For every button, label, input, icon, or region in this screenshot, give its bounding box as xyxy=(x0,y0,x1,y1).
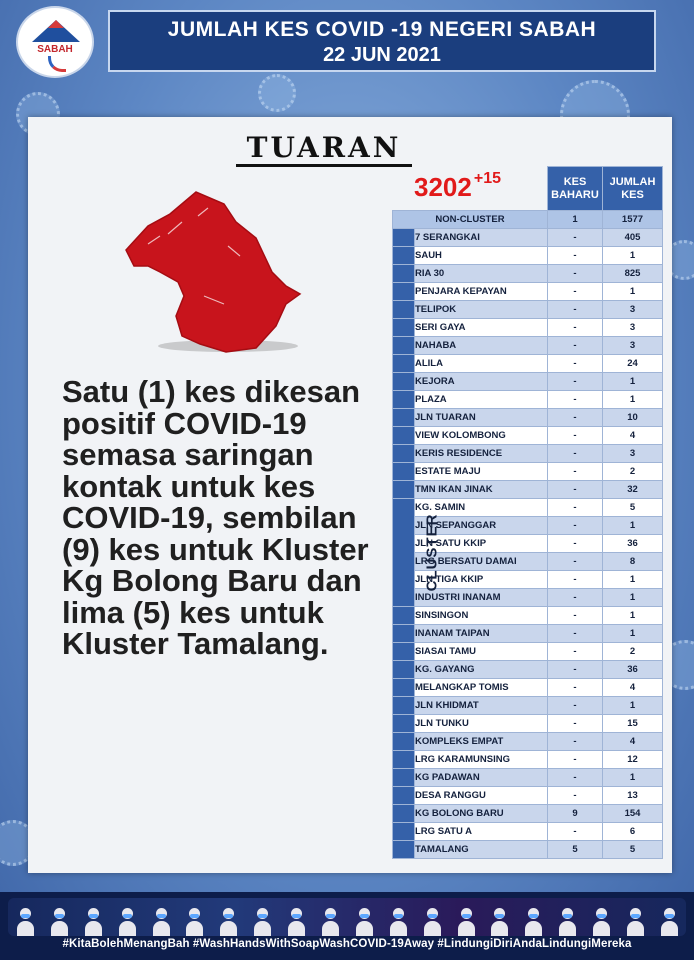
frontliner-icon xyxy=(321,906,339,936)
cluster-new: - xyxy=(548,571,603,589)
cluster-total: 1 xyxy=(603,589,663,607)
cluster-side-bar xyxy=(393,841,415,859)
cluster-new: - xyxy=(548,301,603,319)
cluster-side-bar xyxy=(393,661,415,679)
cluster-name: KG PADAWAN xyxy=(415,769,548,787)
cluster-new: - xyxy=(548,751,603,769)
table-row xyxy=(393,229,663,247)
cluster-total: 1 xyxy=(603,247,663,265)
non-cluster-row xyxy=(393,211,663,229)
table-row xyxy=(393,319,663,337)
cluster-side-bar xyxy=(393,427,415,445)
cluster-new: - xyxy=(548,625,603,643)
cluster-new: - xyxy=(548,589,603,607)
cluster-side-bar xyxy=(393,625,415,643)
cluster-name: VIEW KOLOMBONG xyxy=(415,427,548,445)
table-row xyxy=(393,499,663,517)
cluster-name: TELIPOK xyxy=(415,301,548,319)
cluster-total: 3 xyxy=(603,319,663,337)
cluster-new: - xyxy=(548,715,603,733)
cluster-total: 1 xyxy=(603,769,663,787)
frontliner-icon xyxy=(558,906,576,936)
frontliner-icon xyxy=(490,906,508,936)
table-row xyxy=(393,625,663,643)
cluster-new: - xyxy=(548,733,603,751)
cluster-total: 12 xyxy=(603,751,663,769)
cluster-total: 2 xyxy=(603,463,663,481)
total-cases: 3202 xyxy=(414,172,472,202)
table-row xyxy=(393,409,663,427)
cluster-side-bar xyxy=(393,373,415,391)
frontliner-icon xyxy=(118,906,136,936)
table-row xyxy=(393,697,663,715)
cluster-new: - xyxy=(548,445,603,463)
table-row xyxy=(393,373,663,391)
cluster-side-bar xyxy=(393,607,415,625)
cluster-side-bar xyxy=(393,643,415,661)
table-row xyxy=(393,607,663,625)
table-row xyxy=(393,391,663,409)
table-row xyxy=(393,805,663,823)
cluster-new: - xyxy=(548,823,603,841)
table-row xyxy=(393,661,663,679)
cluster-total: 6 xyxy=(603,823,663,841)
cluster-side-bar xyxy=(393,319,415,337)
cluster-total: 1 xyxy=(603,571,663,589)
cluster-name: LRG KARAMUNSING xyxy=(415,751,548,769)
cluster-total: 3 xyxy=(603,337,663,355)
cluster-side-bar xyxy=(393,265,415,283)
cluster-total: 5 xyxy=(603,841,663,859)
table-header-row xyxy=(393,167,663,211)
cluster-name: JLN KHIDMAT xyxy=(415,697,548,715)
frontliner-icon xyxy=(660,906,678,936)
frontliner-icon xyxy=(16,906,34,936)
table-row xyxy=(393,337,663,355)
cluster-name: PENJARA KEPAYAN xyxy=(415,283,548,301)
table-row xyxy=(393,445,663,463)
cluster-name: INDUSTRI INANAM xyxy=(415,589,548,607)
cluster-name: SINSINGON xyxy=(415,607,548,625)
frontliner-icon xyxy=(423,906,441,936)
cluster-name: ESTATE MAJU xyxy=(415,463,548,481)
page-title: JUMLAH KES COVID -19 NEGERI SABAH xyxy=(167,18,597,41)
cluster-name: ALILA xyxy=(415,355,548,373)
cluster-new: - xyxy=(548,769,603,787)
cluster-name: KG. SAMIN xyxy=(415,499,548,517)
cluster-side-bar xyxy=(393,715,415,733)
header-spacer xyxy=(415,167,548,211)
cluster-name: MELANGKAP TOMIS xyxy=(415,679,548,697)
cluster-total: 8 xyxy=(603,553,663,571)
cluster-name: RIA 30 xyxy=(415,265,548,283)
report-date: 22 JUN 2021 xyxy=(323,44,441,66)
frontliner-icon xyxy=(626,906,644,936)
cluster-name: KOMPLEKS EMPAT xyxy=(415,733,548,751)
cluster-side-bar xyxy=(393,481,415,499)
cluster-name: KG BOLONG BARU xyxy=(415,805,548,823)
cluster-label: CLUSTER xyxy=(423,513,441,592)
cluster-new: 9 xyxy=(548,805,603,823)
cluster-new: - xyxy=(548,607,603,625)
cluster-side-bar xyxy=(393,445,415,463)
cluster-side-bar xyxy=(393,463,415,481)
cluster-name: JLN TUNKU xyxy=(415,715,548,733)
cluster-name: NAHABA xyxy=(415,337,548,355)
cluster-name: 7 SERANGKAI xyxy=(415,229,548,247)
frontliner-icon xyxy=(185,906,203,936)
table-row xyxy=(393,769,663,787)
swoosh-icon xyxy=(48,56,66,72)
table-row xyxy=(393,247,663,265)
frontliner-icon xyxy=(592,906,610,936)
table-row xyxy=(393,679,663,697)
district-title: TUARAN xyxy=(236,131,412,167)
cluster-side-bar xyxy=(393,247,415,265)
tuaran-map-icon xyxy=(108,186,308,356)
cluster-new: - xyxy=(548,499,603,517)
cluster-name: LRG SATU A xyxy=(415,823,548,841)
cluster-total: 15 xyxy=(603,715,663,733)
cluster-total: 24 xyxy=(603,355,663,373)
cluster-side-bar xyxy=(393,679,415,697)
frontliner-banner xyxy=(8,898,686,936)
cluster-total: 1 xyxy=(603,625,663,643)
frontliner-icon xyxy=(355,906,373,936)
cluster-new: - xyxy=(548,463,603,481)
cluster-name: PLAZA xyxy=(415,391,548,409)
cluster-new: - xyxy=(548,409,603,427)
table-row xyxy=(393,265,663,283)
cluster-new: - xyxy=(548,517,603,535)
cluster-total: 4 xyxy=(603,427,663,445)
frontliner-icon xyxy=(457,906,475,936)
frontliner-icon xyxy=(219,906,237,936)
cluster-side-bar xyxy=(393,355,415,373)
cluster-total: 1 xyxy=(603,373,663,391)
cluster-total: 4 xyxy=(603,679,663,697)
frontliner-icon xyxy=(389,906,407,936)
cluster-name: JLN TIGA KKIP xyxy=(415,571,548,589)
cluster-side-bar xyxy=(393,697,415,715)
cluster-new: - xyxy=(548,247,603,265)
cluster-side-bar xyxy=(393,769,415,787)
sabah-logo xyxy=(16,6,94,78)
cluster-new: - xyxy=(548,787,603,805)
cluster-new: - xyxy=(548,697,603,715)
non-cluster-label: NON-CLUSTER xyxy=(393,211,548,229)
frontliner-icon xyxy=(84,906,102,936)
cluster-new: - xyxy=(548,535,603,553)
cluster-new: - xyxy=(548,679,603,697)
cluster-table xyxy=(392,166,663,859)
col-header-total: JUMLAH KES xyxy=(603,167,663,211)
cluster-name: DESA RANGGU xyxy=(415,787,548,805)
cluster-side-bar xyxy=(393,805,415,823)
cluster-name: SAUH xyxy=(415,247,548,265)
table-row xyxy=(393,787,663,805)
cluster-total: 2 xyxy=(603,643,663,661)
cluster-name: KERIS RESIDENCE xyxy=(415,445,548,463)
cluster-new: - xyxy=(548,337,603,355)
table-row xyxy=(393,841,663,859)
col-header-new: KES BAHARU xyxy=(548,167,603,211)
cluster-new: - xyxy=(548,265,603,283)
table-row xyxy=(393,481,663,499)
non-cluster-new: 1 xyxy=(548,211,603,229)
cluster-total: 10 xyxy=(603,409,663,427)
cluster-side-bar xyxy=(393,229,415,247)
new-cases: +15 xyxy=(473,170,501,187)
frontliner-icon xyxy=(152,906,170,936)
cluster-total: 825 xyxy=(603,265,663,283)
cluster-total: 13 xyxy=(603,787,663,805)
cluster-total: 1 xyxy=(603,283,663,301)
cluster-total: 4 xyxy=(603,733,663,751)
cluster-total: 154 xyxy=(603,805,663,823)
cluster-name: TMN IKAN JINAK xyxy=(415,481,548,499)
table-row xyxy=(393,283,663,301)
cluster-new: - xyxy=(548,391,603,409)
cluster-new: - xyxy=(548,661,603,679)
cluster-new: - xyxy=(548,427,603,445)
cluster-side-bar xyxy=(393,283,415,301)
table-row xyxy=(393,715,663,733)
cluster-total: 1 xyxy=(603,517,663,535)
table-row xyxy=(393,301,663,319)
case-statement: Satu (1) kes dikesan positif COVID-19 semasa saringan kontak untuk kes COVID-19, sembilan (9) kes untuk Kluster Kg Bolong Baru dan lima (5) kes untuk Kluster Tamalang. xyxy=(62,374,369,661)
cluster-new: - xyxy=(548,283,603,301)
table-row xyxy=(393,733,663,751)
cluster-name: SIASAI TAMU xyxy=(415,643,548,661)
table-row xyxy=(393,643,663,661)
cluster-side-bar xyxy=(393,823,415,841)
cluster-name: JLN SEPANGGAR xyxy=(415,517,548,535)
frontliner-icon xyxy=(287,906,305,936)
cluster-total: 1 xyxy=(603,607,663,625)
cluster-side-bar xyxy=(393,787,415,805)
cluster-side-bar xyxy=(393,409,415,427)
header-spacer xyxy=(393,167,415,211)
cluster-total: 3 xyxy=(603,301,663,319)
table-row xyxy=(393,463,663,481)
cluster-new: - xyxy=(548,355,603,373)
cluster-name: KG. GAYANG xyxy=(415,661,548,679)
cluster-new: - xyxy=(548,373,603,391)
mountain-peak-icon xyxy=(48,20,64,28)
cluster-name: INANAM TAIPAN xyxy=(415,625,548,643)
cluster-name: TAMALANG xyxy=(415,841,548,859)
cluster-new: - xyxy=(548,481,603,499)
cluster-total: 32 xyxy=(603,481,663,499)
frontliner-icon xyxy=(50,906,68,936)
cluster-name: SERI GAYA xyxy=(415,319,548,337)
cluster-total: 5 xyxy=(603,499,663,517)
cluster-new: - xyxy=(548,553,603,571)
cluster-name: LRG BERSATU DAMAI xyxy=(415,553,548,571)
cluster-total: 405 xyxy=(603,229,663,247)
cluster-side-bar xyxy=(393,751,415,769)
logo-text: SABAH xyxy=(37,44,73,55)
cluster-total: 36 xyxy=(603,661,663,679)
frontliner-icon xyxy=(253,906,271,936)
cluster-side-bar xyxy=(393,337,415,355)
cluster-new: - xyxy=(548,319,603,337)
table-row xyxy=(393,355,663,373)
cluster-side-bar xyxy=(393,301,415,319)
cluster-name: JLN TUARAN xyxy=(415,409,548,427)
non-cluster-total: 1577 xyxy=(603,211,663,229)
cluster-name: JLN SATU KKIP xyxy=(415,535,548,553)
frontliner-icon xyxy=(524,906,542,936)
cluster-new: - xyxy=(548,643,603,661)
cluster-total: 36 xyxy=(603,535,663,553)
hashtags: #KitaBolehMenangBah #WashHandsWithSoapWashCOVID-19Away #LindungiDiriAndaLindungiMereka xyxy=(62,938,632,950)
table-row xyxy=(393,427,663,445)
table-row xyxy=(393,823,663,841)
virus-decoration xyxy=(258,74,296,112)
cluster-side-bar xyxy=(393,733,415,751)
cluster-name: KEJORA xyxy=(415,373,548,391)
cluster-side-bar xyxy=(393,391,415,409)
cluster-new: 5 xyxy=(548,841,603,859)
header-title-box xyxy=(108,10,656,72)
cluster-total: 3 xyxy=(603,445,663,463)
cluster-new: - xyxy=(548,229,603,247)
table-row xyxy=(393,751,663,769)
cluster-total: 1 xyxy=(603,391,663,409)
cluster-total: 1 xyxy=(603,697,663,715)
